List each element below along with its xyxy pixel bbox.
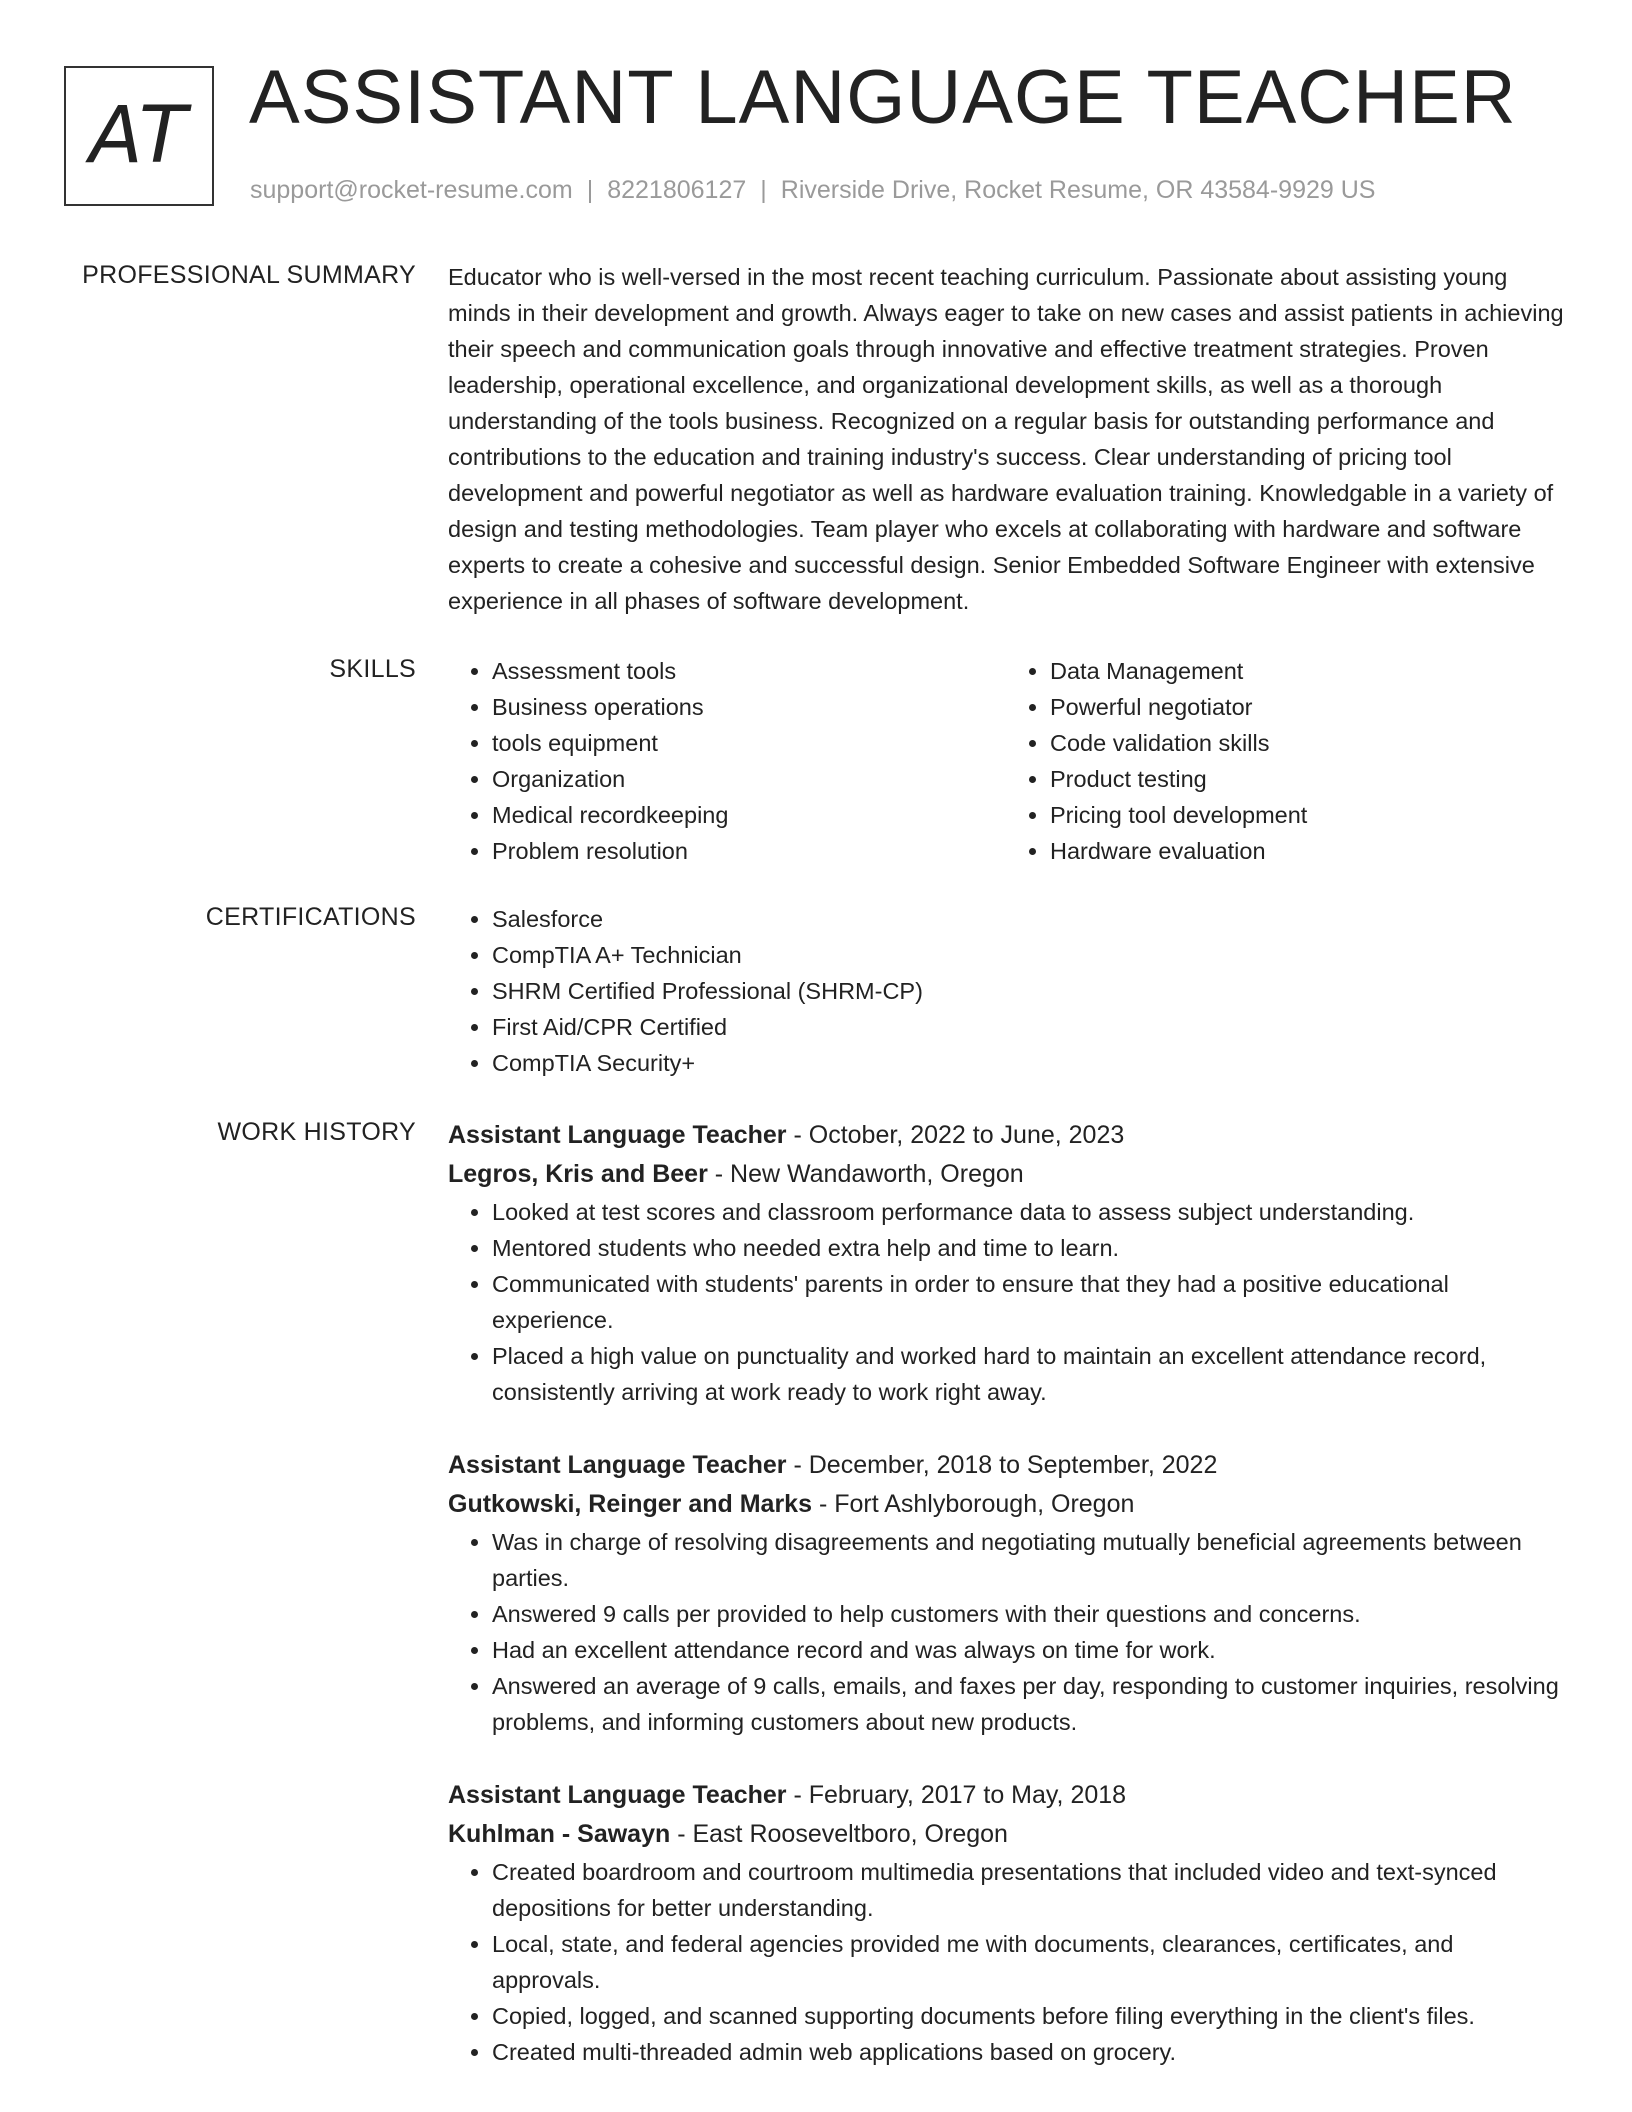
job-bullets <box>448 1524 1564 1740</box>
resume-title: ASSISTANT LANGUAGE TEACHER <box>249 55 1517 140</box>
job-entry <box>448 1446 1564 1740</box>
job-bullet: • Was in charge of resolving disagreements and negotiating mutually beneficial agreements between parties. <box>492 1524 1564 1596</box>
job-bullet: • Copied, logged, and scanned supporting documents before filing everything in the client's files. <box>492 1998 1564 2034</box>
summary-text: Educator who is well-versed in the most recent teaching curriculum. Passionate about assisting young minds in their development and growth. Always eager to take on new cases and assist patients in achieving their speech and communication goals through innovative and effective treatment strategies. Proven leadership, operational excellence, and organizational development skills, as well as a thorough understanding of the tools business. Recognized on a regular basis for outstanding performance and contributions to the education and training industry's success. Clear understanding of pricing tool development and powerful negotiator as well as hardware evaluation training. Knowledgable in a variety of design and testing methodologies. Team player who excels at collaborating with hardware and software experts to create a cohesive and successful design. Senior Embedded Software Engineer with extensive experience in all phases of software development. <box>448 264 1564 614</box>
certification-item: • CompTIA A+ Technician <box>492 937 1564 973</box>
job-bullet: • Local, state, and federal agencies provided me with documents, clearances, certificates, and approvals. <box>492 1926 1564 1998</box>
job-bullet: • Mentored students who needed extra help and time to learn. <box>492 1230 1564 1266</box>
job-company-line <box>448 1815 1564 1854</box>
certification-item: • Salesforce <box>492 901 1564 937</box>
job-bullet: • Communicated with students' parents in order to ensure that they had a positive educational experience. <box>492 1266 1564 1338</box>
certifications-content <box>448 901 1564 1081</box>
monogram-initials: AT <box>89 91 189 181</box>
certification-item: • CompTIA Security+ <box>492 1045 1564 1081</box>
job-entry <box>448 1116 1564 1410</box>
certifications-list <box>448 901 1564 1081</box>
skill-item: • Assessment tools <box>492 653 1006 689</box>
skill-item: • Pricing tool development <box>1050 797 1564 833</box>
job-company: Legros, Kris and Beer <box>448 1160 708 1188</box>
contact-email[interactable]: support@rocket-resume.com <box>250 176 573 204</box>
job-location: - New Wandaworth, Oregon <box>707 1160 1024 1188</box>
summary-content <box>448 259 1564 619</box>
skill-item: • Medical recordkeeping <box>492 797 1006 833</box>
job-bullet: • Had an excellent attendance record and was always on time for work. <box>492 1632 1564 1668</box>
certification-item: • SHRM Certified Professional (SHRM-CP) <box>492 973 1564 1009</box>
monogram-box <box>64 66 214 206</box>
section-label-skills: SKILLS <box>329 655 416 683</box>
job-bullets <box>448 1854 1564 2070</box>
skill-item: • Data Management <box>1050 653 1564 689</box>
skill-item: • Code validation skills <box>1050 725 1564 761</box>
work-history-content <box>448 1116 1564 2106</box>
contact-separator: | <box>586 176 594 204</box>
skills-content <box>448 653 1564 869</box>
certification-item: • First Aid/CPR Certified <box>492 1009 1564 1045</box>
job-dates: - October, 2022 to June, 2023 <box>786 1121 1125 1149</box>
job-location: - Fort Ashlyborough, Oregon <box>812 1490 1135 1518</box>
job-title-line <box>448 1776 1564 1815</box>
job-dates: - December, 2018 to September, 2022 <box>786 1451 1218 1479</box>
skill-item: • Business operations <box>492 689 1006 725</box>
contact-separator: | <box>760 176 767 204</box>
skill-item: • tools equipment <box>492 725 1006 761</box>
skills-list-left <box>448 653 1006 869</box>
skill-item: • Product testing <box>1050 761 1564 797</box>
job-company: Kuhlman - Sawayn <box>448 1820 671 1848</box>
job-bullet: • Created multi-threaded admin web applications based on grocery. <box>492 2034 1564 2070</box>
contact-line <box>250 176 1375 205</box>
skills-list-right <box>1006 653 1564 869</box>
section-label-work-history: WORK HISTORY <box>217 1118 416 1146</box>
job-title: Assistant Language Teacher <box>448 1121 787 1149</box>
job-location: - East Rooseveltboro, Oregon <box>670 1820 1008 1848</box>
job-bullet: • Placed a high value on punctuality and worked hard to maintain an excellent attendance record, consistently arriving at work ready to work right away. <box>492 1338 1564 1410</box>
contact-phone[interactable]: 8221806127 <box>607 176 747 204</box>
job-company: Gutkowski, Reinger and Marks <box>448 1490 812 1518</box>
skill-item: • Organization <box>492 761 1006 797</box>
job-entry <box>448 1776 1564 2070</box>
job-title-line <box>448 1116 1564 1155</box>
section-label-summary: PROFESSIONAL SUMMARY <box>82 261 416 289</box>
skill-item: • Problem resolution <box>492 833 1006 869</box>
section-label-certifications: CERTIFICATIONS <box>205 903 416 931</box>
job-company-line <box>448 1485 1564 1524</box>
job-bullets <box>448 1194 1564 1410</box>
job-dates: - February, 2017 to May, 2018 <box>786 1781 1127 1809</box>
job-bullet: • Looked at test scores and classroom performance data to assess subject understanding. <box>492 1194 1564 1230</box>
job-title: Assistant Language Teacher <box>448 1451 787 1479</box>
skill-item: • Powerful negotiator <box>1050 689 1564 725</box>
contact-address: Riverside Drive, Rocket Resume, OR 43584-9929 US <box>780 176 1376 204</box>
job-bullet: • Answered 9 calls per provided to help customers with their questions and concerns. <box>492 1596 1564 1632</box>
job-bullet: • Created boardroom and courtroom multimedia presentations that included video and text-synced depositions for better understanding. <box>492 1854 1564 1926</box>
job-bullet: • Answered an average of 9 calls, emails, and faxes per day, responding to customer inquiries, resolving problems, and informing customers about new products. <box>492 1668 1564 1740</box>
job-title: Assistant Language Teacher <box>448 1781 787 1809</box>
skill-item: • Hardware evaluation <box>1050 833 1564 869</box>
job-company-line <box>448 1155 1564 1194</box>
job-title-line <box>448 1446 1564 1485</box>
